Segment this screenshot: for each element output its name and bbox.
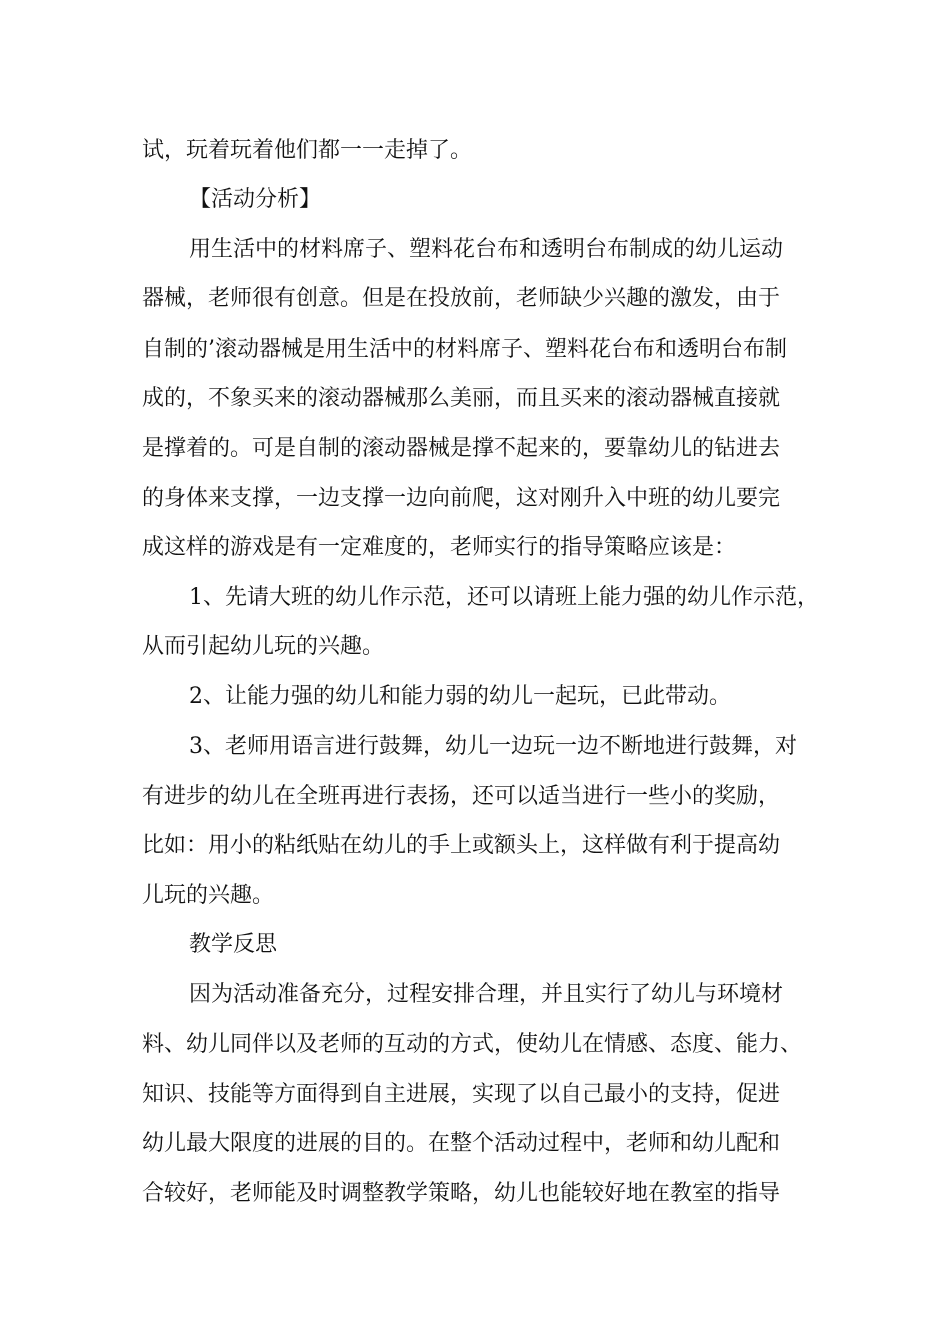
text-line-9: 成这样的游戏是有一定难度的，老师实行的指导策略应该是： <box>142 535 737 560</box>
list-item-1: 1、先请大班的幼儿作示范，还可以请班上能力强的幼儿作示范， <box>189 585 819 610</box>
text-line-16: 儿玩的兴趣。 <box>142 883 275 908</box>
text-line-3: 用生活中的材料席子、塑料花台布和透明台布制成的幼儿运动 <box>189 237 784 262</box>
section-heading-activity-analysis: 【活动分析】 <box>189 187 322 212</box>
text-line-8: 的身体来支撑，一边支撑一边向前爬，这对刚升入中班的幼儿要完 <box>142 486 781 511</box>
list-item-2: 2、让能力强的幼儿和能力弱的幼儿一起玩，已此带动。 <box>189 684 731 709</box>
text-line-14: 有进步的幼儿在全班再进行表扬，还可以适当进行一些小的奖励， <box>142 784 781 809</box>
section-heading-teaching-reflection: 教学反思 <box>189 932 278 957</box>
text-line-15: 比如：用小的粘纸贴在幼儿的手上或额头上，这样做有利于提高幼 <box>142 833 781 858</box>
text-line-5: 自制的’滚动器械是用生活中的材料席子、塑料花台布和透明台布制 <box>142 337 787 362</box>
text-line-7: 是撑着的。可是自制的滚动器械是撑不起来的，要靠幼儿的钻进去 <box>142 436 781 461</box>
text-line-4: 器械，老师很有创意。但是在投放前，老师缺少兴趣的激发，由于 <box>142 286 781 311</box>
list-item-3: 3、老师用语言进行鼓舞，幼儿一边玩一边不断地进行鼓舞，对 <box>189 734 797 759</box>
text-line-19: 料、幼儿同伴以及老师的互动的方式，使幼儿在情感、态度、能力、 <box>142 1032 803 1057</box>
text-line-18: 因为活动准备充分，过程安排合理，并且实行了幼儿与环境材 <box>189 982 784 1007</box>
text-line-11: 从而引起幼儿玩的兴趣。 <box>142 634 385 659</box>
text-line-20: 知识、技能等方面得到自主进展，实现了以自己最小的支持，促进 <box>142 1082 781 1107</box>
text-line-6: 成的，不象买来的滚动器械那么美丽，而且买来的滚动器械直接就 <box>142 386 781 411</box>
text-line-22: 合较好，老师能及时调整教学策略，幼儿也能较好地在教室的指导 <box>142 1181 781 1206</box>
text-line-1: 试，玩着玩着他们都一一走掉了。 <box>142 138 473 163</box>
text-line-21: 幼儿最大限度的进展的目的。在整个活动过程中，老师和幼儿配和 <box>142 1131 781 1156</box>
